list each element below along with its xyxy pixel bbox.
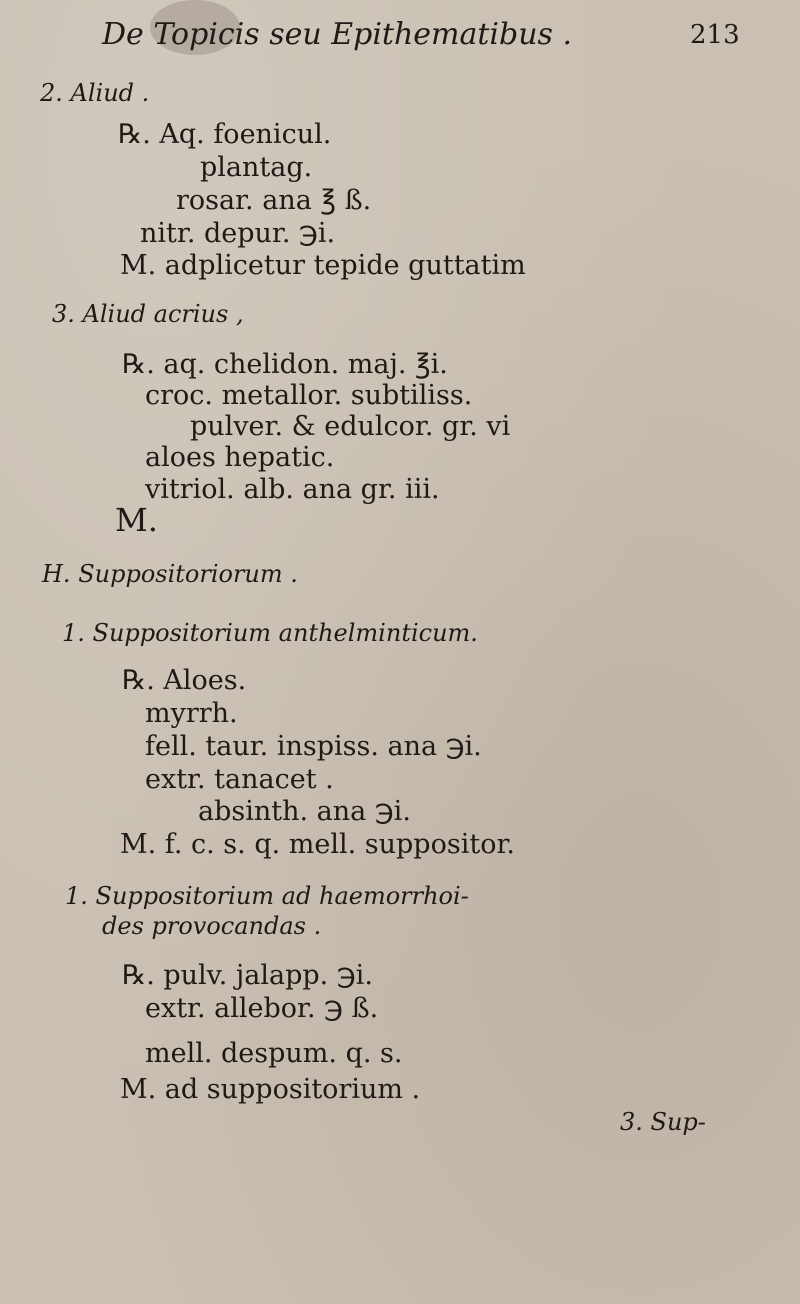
recipe-line: extr. tanacet .	[145, 764, 334, 795]
section-heading: 1. Suppositorium anthelminticum.	[62, 619, 478, 647]
recipe-line: aloes hepatic.	[145, 442, 335, 473]
section-heading-continued: des provocandas .	[102, 912, 322, 940]
recipe-line: vitriol. alb. ana gr. iii.	[145, 474, 440, 505]
recipe-line: mell. despum. q. s.	[145, 1038, 403, 1069]
recipe-line: ℞. aq. chelidon. maj. ℥i.	[122, 349, 448, 380]
catchword: 3. Sup-	[620, 1108, 706, 1136]
recipe-line: pulver. & edulcor. gr. vi	[190, 411, 511, 442]
recipe-line: M. f. c. s. q. mell. suppositor.	[120, 829, 515, 860]
recipe-line: M. adplicetur tepide guttatim	[120, 250, 526, 281]
recipe-line: plantag.	[200, 152, 313, 183]
recipe-line: M. ad suppositorium .	[120, 1074, 421, 1105]
page-number: 213	[690, 20, 740, 50]
recipe-line: absinth. ana ℈i.	[198, 796, 411, 827]
recipe-line: nitr. depur. ℈i.	[140, 218, 336, 249]
recipe-line: myrrh.	[145, 698, 238, 729]
section-heading: H. Suppositoriorum .	[42, 560, 298, 588]
recipe-line: extr. allebor. ℈ ß.	[145, 993, 379, 1024]
section-heading: 1. Suppositorium ad haemorrhoi-	[65, 882, 469, 910]
recipe-line: M.	[115, 501, 158, 539]
recipe-line: rosar. ana ℥ ß.	[176, 185, 372, 216]
recipe-line: fell. taur. inspiss. ana ℈i.	[145, 731, 482, 762]
running-title: De Topicis seu Epithematibus .	[102, 17, 573, 52]
section-heading: 2. Aliud .	[40, 79, 150, 107]
recipe-line: ℞. Aloes.	[122, 665, 247, 696]
recipe-line: ℞. pulv. jalapp. ℈i.	[122, 960, 373, 991]
section-heading: 3. Aliud acrius ,	[52, 300, 244, 328]
recipe-line: croc. metallor. subtiliss.	[145, 380, 473, 411]
recipe-line: ℞. Aq. foenicul.	[118, 119, 332, 150]
